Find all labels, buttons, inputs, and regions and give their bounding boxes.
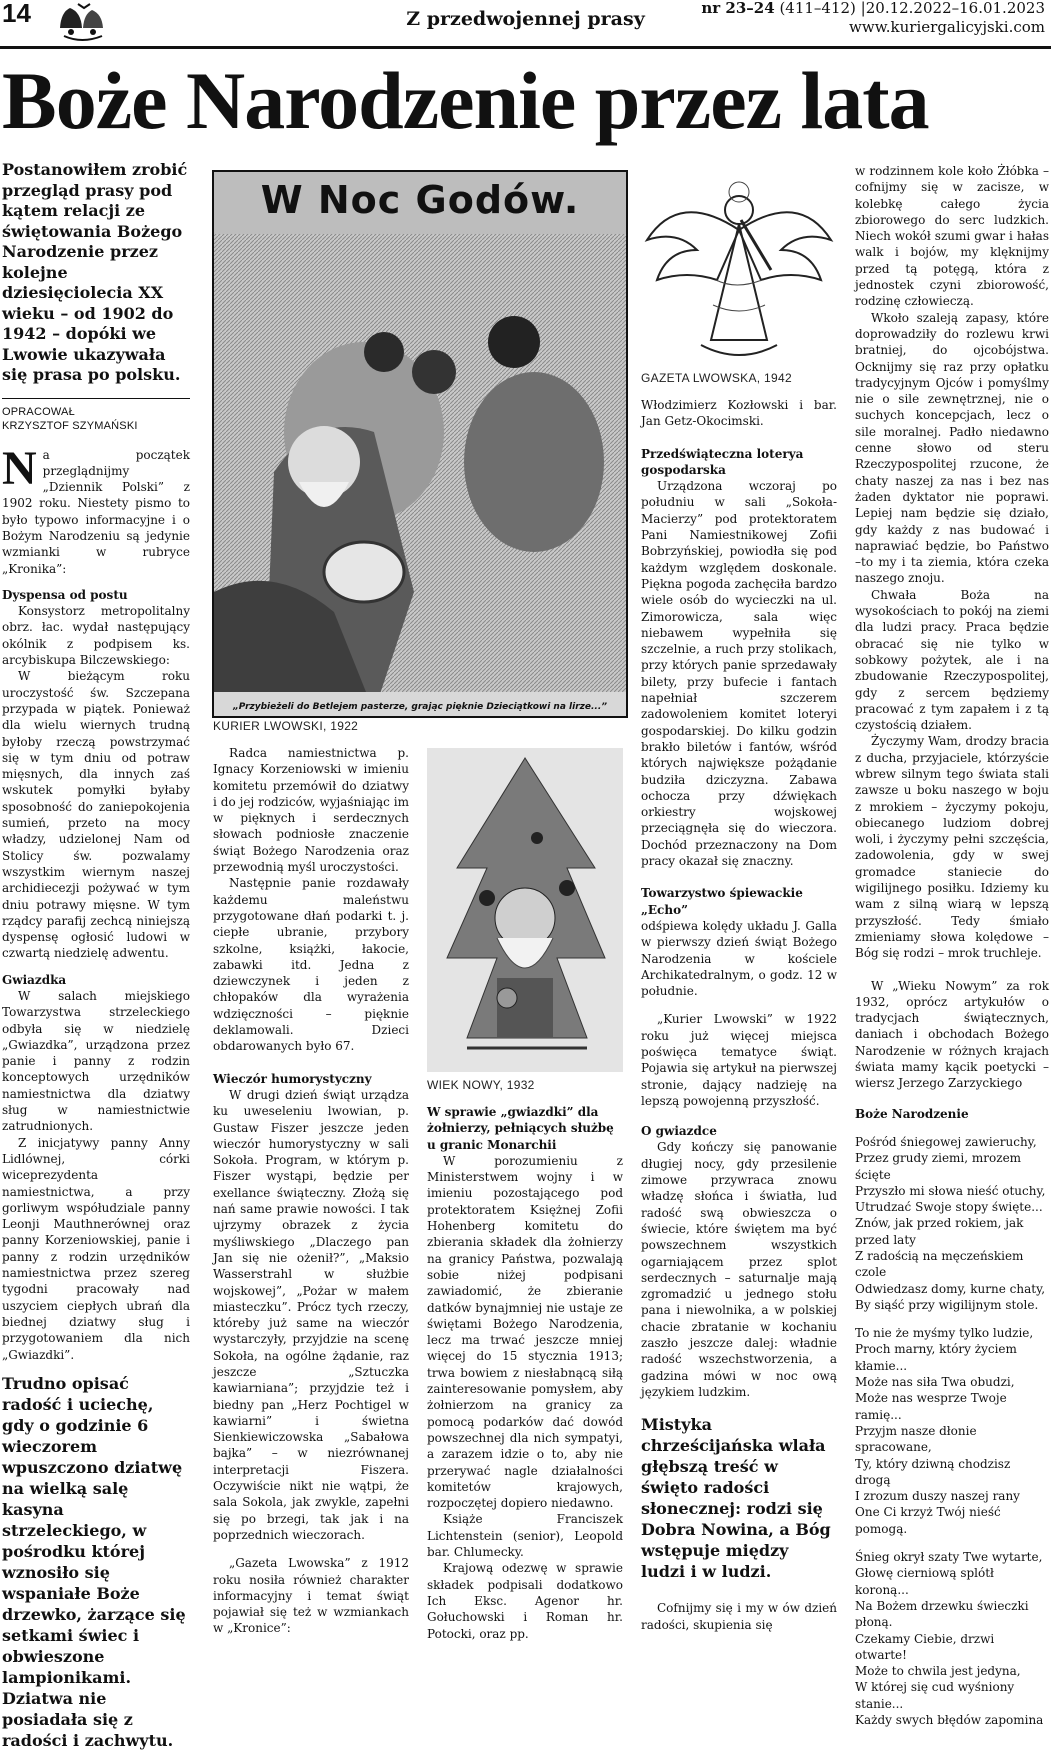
issue-dates: (411–412) |20.12.2022–16.01.2023 [774, 0, 1045, 17]
column-4 [641, 397, 837, 1637]
poem-title: Boże Narodzenie [855, 1106, 969, 1121]
poem-line: Z radością na męczeńskiem czole [855, 1249, 1024, 1280]
pull-quote: Trudno opisać radość i uciechę, gdy o godzinie 6 wieczorem wpuszczono dziatwę na wielką salę kasyna strzeleckiego, w pośrodku której wznosiło się wspaniałe Boże drzewko, żarzące się setkami świec i obwieszone lampionikami. Dziatwa nie posiadała się z radości i zachwytu. [2, 1373, 186, 1750]
illustration-angel [641, 170, 837, 365]
poem-line: Może to chwila jest jedyna, [855, 1664, 1021, 1679]
issue-number: nr 23–24 [701, 0, 775, 17]
paragraph: Następnie panie rozdawały każdemu maleństwu przygotowane dłań podarki t. j. ciepłe ubranie, przybory szkolne, książki, łakocie, zabawki itd. Jedna z dziewczynek i jeden z chłopaków dla wyrażenia wdzięczności – pięknie deklamowali. Dzieci obdarowanych było 67. [213, 876, 409, 1054]
paragraph: Gdy kończy się panowanie długiej nocy, gdy przesilenie zimowe przywraca znowu władzę słońca i światła, lud radość swą obwieszcza o świecie, które świętem ma być powszechnem wszystkich ogarniającem przez splot serdecznych – saturnalje mają zgromadzić u jednego stołu pana i niewolnika, a w polskiej chacie zbratanie w kochaniu zaszło jeszcze dalej: władnie radość wszechstworzenia, a gadzina mówi w noc ową językiem ludzkim. [641, 1140, 837, 1399]
paragraph: odśpiewa kolędy układu J. Galla w pierwszy dzień świąt Bożego Narodzenia w kościele Archikatedralnym, o godz. 12 w południe. [641, 918, 837, 999]
column-5 [855, 163, 1049, 1728]
subheading: O gwiazdce [641, 1124, 717, 1139]
paragraph: w rodzinnem kole koło Żłóbka – cofnijmy się w zacisze, w kolebkę całego życia zbiorowego do serc ludzkich. Niech wokół szumi gwar i hałas walk i bojów, my klęknijmy przed tą potęgą, która z jednostek czyni zbiorowość, rodzinę człowieczą. [855, 164, 1049, 309]
paragraph: Książe Franciszek Lichtenstein (senior), Leopold bar. Chlumecky. [427, 1512, 623, 1560]
poem-line: Znów, jak przed rokiem, jak [855, 1216, 1024, 1231]
illustration-headline: W Noc Godów. [260, 178, 580, 222]
poem-line: Może nas wesprze Twoje ramię... [855, 1391, 1007, 1422]
page-header [0, 0, 1051, 49]
poem-line: Przez grudy ziemi, mrozem ścięte [855, 1151, 1022, 1182]
poem-line: Czekamy Ciebie, drzwi otwarte! [855, 1631, 995, 1662]
subheading: Wieczór humorystyczny [213, 1071, 372, 1086]
paragraph: Urządzona wczoraj po południu w sali „Sokoła-Macierzy” pod protektoratem Pani Namiestnikowej Zofii Bobrzyńskiej, powiodła się pod każdym względem doskonale. Piękna pogoda zachęciła bardzo wiele osób do wycieczki na ul. Zimorowicza, sala więc niebawem wypełniła się szczelnie, a ruch przy stolikach, przy których panie sprzedawały bilety, przy bufecie i fantach napełniał szczerem zadowoleniem komitet loteryi gospodarskiej. Do kilku godzin brakło biletów i fantów, wśród których największe pożądanie budziła dziczyzna. Zabawa ochocza przy dźwiękach orkiestry wojskowej przeciągnęła się do wieczora. Dochód przeznaczony na Dom pracy okazał się znaczny. [641, 479, 837, 869]
shepherds-illustration [214, 172, 626, 716]
paragraph: W bieżącym roku uroczystość św. Szczepana przypada w piątek. Ponieważ dla wielu wiernych trudną byłoby rzeczą powstrzymać się w tym dniu od potraw mięsnych, dla innych zaś wskutek pomyłki byłaby sposobność do zaniepokojenia sumień, przeto na mocy władzy, udzielonej Nam od Stolicy św. pozwalamy wszystkim wiernym naszej archidiecezji pożywać w tym dniu potrawy mięsne. W tym rządcy parafij zechcą niniejszą dyspensę ogłosić ludowi w czwartą niedzielę adwentu. [2, 669, 190, 961]
section-title: Z przedwojennej prasy [406, 8, 645, 30]
article-lede: Postanowiłem zrobić przegląd prasy pod kątem relacji ze świętowania Bożego Narodzenie przez kolejne dziesięciolecia XX wieku – od 1902 do 1942 – dopóki we Lwowie ukazywała się prasa po polsku. [2, 160, 188, 384]
poem-line: Pośród śniegowej zawieruchy, [855, 1134, 1037, 1149]
poem-line: One Ci krzyż Twój nieść pomogą. [855, 1505, 1001, 1536]
paragraph: Cofnijmy się i my w ów dzień radości, skupienia się [641, 1601, 837, 1632]
subheading: Gwiazdka [2, 972, 67, 987]
poem-stanza [855, 1325, 1049, 1537]
illustration-w-noc-godow [212, 170, 628, 718]
column-2 [213, 745, 409, 1637]
website-link[interactable]: www.kuriergalicyjski.com [849, 18, 1045, 36]
paragraph: Z inicjatywy panny Anny Lidlównej, córki wiceprezydenta namiestnictwa, a przy gorliwym współudziale panny Leonji Mauthnerównej oraz panny Korzeniowskiej, panie i panny z rodzin urzędników namiestnictwa przez szereg tygodni pracowały nad uszyciem ciepłych ubrań dla biednej dziatwy sług i przygotowaniem dla nich „Gwiazdki”. [2, 1135, 190, 1362]
paragraph: Konsystorz metropolitalny obrz. łac. wydał następujący okólnik z podpisem ks. arcybiskupa Bilczewskiego: [2, 604, 190, 668]
poem-line: Utrudzać Swoje stopy święte... [855, 1200, 1043, 1215]
paragraph: W drugi dzień świąt urządza ku uweseleniu lwowian, p. Gustaw Fiszer jeszcze jeden wieczór humorystyczny w sali Sokoła. Program, w którym p. Fiszer wystąpi, będzie per exellance świąteczny. Złożą się nań same prawie nowości. I tak ujrzymy obrazek z życia myśliwskiego „Dlaczego pan Jan się nie ożenił?”, „Maksio Wasserstrahl w służbie wojskowej”, „Pożar w małem miasteczku”. Prócz tych rzeczy, któreby już same na wieczór wystarczyły, przyjdzie na scenę Sokoła, na ogólne żądanie, raz jeszcze „Sztuczka kawiarniana”; przyjdzie też i biedny pan „Herz Pochtigel w kawiarni” i świetna Sienkiewiczowska „Sabałowa bajka” – w niezrównanej interpretacji Fiszera. Oczywiście nikt nie wątpi, że sala Sokola, jak zwykle, zapełni się po brzegi, tak jak i na poprzednich wieczorach. [213, 1087, 409, 1542]
subheading: Dyspensa od postu [2, 587, 128, 602]
image-credit: WIEK NOWY, 1932 [427, 1078, 535, 1092]
poem-line: Na Bożem drzewku świeczki [855, 1598, 1029, 1613]
paragraph: W salach miejskiego Towarzystwa strzeleckiego odbyła się w niedzielę „Gwiazdka”, urządzona przez panie i panny z rodzin konceptowych urzędników namiestnictwa dla dziatwy sług w namiestnictwie zatrudnionych. [2, 989, 190, 1134]
paragraph: Wkoło szaleją zapasy, które doprowadziły do rozlewu krwi bratniej, do ojcobójstwa. Ocknijmy się raz przy opłatku tradycyjnym Ojców i pomyślmy nie o sile zewnętrznej, nie o suchych koncepcjach, lecz o sile moralnej. Padło niedawno cenne słowo od steru Rzeczypospolitej rzucone, że chaty naszej za nas i bez nas żaden dyktator nie poprawi. Lepiej nam będzie się działo, gdy każdy z nas budować i naprawiać będzie, bo Państwo –to my i ta ziemia, która czeka naszego znoju. [855, 310, 1049, 586]
page-number: 14 [2, 0, 31, 28]
paragraph: W „Wieku Nowym” za rok 1932, oprócz artykułów o tradycjach świątecznych, daniach i obchodach Bożego Narodzenie w różnych krajach świata mamy kącik poetycki – wiersz Jerzego Zarzyckiego [855, 978, 1049, 1091]
poem-line: Każdy swych błędów zapomina [855, 1713, 1044, 1728]
article-title: Boże Narodzenie przez lata [2, 55, 929, 146]
subheading: Przedświąteczna loterya gospodarska [641, 446, 804, 477]
santa-tree-illustration [427, 748, 623, 1072]
poem-line: Przyjm nasze dłonie spracowane, [855, 1423, 977, 1455]
paragraph: Chwała Boża na wysokościach to pokój na ziemi dla ludzi pracy. Praca będzie obracać się nie tylko w sobkowy pożytek, ale i na zbudowanie Rzeczypospolitej, gdy z sercem będziemy pracować z tym zapałem i z tą czystością działem. [855, 587, 1049, 733]
column-1 [2, 160, 190, 1750]
poem-line: To nie że myśmy tylko ludzie, [855, 1326, 1034, 1341]
paragraph: Krajową odezwę w sprawie składek podpisali dodatkowo Ich Eksc. Agenor hr. Gołuchowski i Roman hr. Potocki, oraz pp. [427, 1561, 623, 1641]
poem-line: Śnieg okrył szaty Twe wytarte, [855, 1550, 1043, 1565]
poem-line: Odwiedzasz domy, kurne chaty, [855, 1281, 1046, 1296]
poem-line: Ty, który dziwną chodzisz drogą [855, 1456, 1011, 1487]
paragraph: a początek przeglądnijmy „Dziennik Polski” z 1902 roku. Niestety pismo to było typowo informacyjne i o Bożym Narodzeniu są jedynie wzmianki w rubryce „Kronika”: [2, 447, 190, 576]
paragraph: Radca namiestnictwa p. Ignacy Korzeniowski w imieniu komitetu przemówił do dziatwy i do jej rodziców, wyjaśniając im w pięknych i serdecznych słowach podniosłe znaczenie świąt Bożego Narodzenia oraz przewodnią myśl uroczystości. [213, 746, 409, 875]
poem-line: stanie... [855, 1696, 904, 1711]
poem-stanza [855, 1134, 1049, 1313]
byline [2, 398, 190, 433]
poem-line: Głowę cierniową splótł koroną... [855, 1566, 994, 1597]
poem-line: W której się cud wyśniony [855, 1680, 1015, 1695]
drop-cap: N [2, 441, 37, 495]
poem-line: Przyszło mi słowa nieść otuchy, [855, 1183, 1046, 1198]
image-credit: KURIER LWOWSKI, 1922 [213, 719, 359, 733]
illustration-wiek-nowy [427, 748, 623, 1072]
poem-stanza [855, 1549, 1049, 1728]
pull-quote: Mistyka chrześcijańska wlała głębszą treść w święto radości słonecznej: rodzi się Dobra Nowina, a Bóg wstępuje między ludzi i w ludzi. [641, 1415, 831, 1582]
poem-line: płoną. [855, 1615, 893, 1630]
poem-line: I zrozum duszy naszej rany [855, 1489, 1020, 1504]
poem-line: przed laty [855, 1232, 916, 1247]
poem-line: By siąść przy wigilijnym stole. [855, 1297, 1039, 1312]
poem-line: kłamie... [855, 1358, 908, 1373]
image-credit: GAZETA LWOWSKA, 1942 [641, 371, 792, 385]
byline-label: OPRACOWAŁ [2, 405, 75, 418]
poem [855, 1134, 1049, 1728]
paragraph: Włodzimierz Kozłowski i bar. Jan Getz-Okocimski. [641, 398, 837, 429]
byline-author: KRZYSZTOF SZYMAŃSKI [2, 419, 138, 432]
angel-trumpet-illustration [641, 170, 837, 365]
issue-info [701, 0, 1045, 37]
illustration-caption: „Przybieżeli do Betlejem pasterze, grając pięknie Dzieciątkowi na lirze...” [232, 702, 608, 712]
subheading: W sprawie „gwiazdki” dla żołnierzy, pełniących służbę u granic Monarchii [427, 1105, 614, 1152]
poem-line: Może nas siła Twa obudzi, [855, 1375, 1015, 1390]
poem-line: Proch marny, który życiem [855, 1342, 1017, 1357]
paragraph: W porozumieniu z Ministerstwem wojny i w imieniu pozostającego pod protektoratem Księżnej Zofii Hohenberg komitetu do zbierania składek dla żołnierzy na granicy Państwa, pozwalają sobie niżej podpisani zawiadomić, że zbieranie datków bynajmniej nie ustaje ze świętami Bożego Narodzenia, lecz ma trwać jeszcze mniej więcej do 15 stycznia 1913; trwa bowiem z niesłabnącą siłą zainteresowanie pomysłem, aby żołnierzom na granicy za pomocą podarków dać dowód powszechnej dla nich sympatyi, a zarazem idzie o to, aby nie przerywać nagle działalności komitetów krajowych, rozpoczętej dopiero niedawno. [427, 1153, 623, 1511]
paragraph: „Kurier Lwowski” w 1922 roku już więcej miejsca poświęca tematyce świąt. Pojawia się artykuł na pierwszej stronie, dający nadzieję na lepszą powojenną przyszłość. [641, 1012, 837, 1108]
subheading: Towarzystwo śpiewackie „Echo” [641, 886, 803, 917]
paragraph: „Gazeta Lwowska” z 1912 roku nosiła również charakter informacyjny i temat świąt pojawiał się też w wzmiankach w „Kronice”: [213, 1556, 409, 1636]
paragraph: Życzymy Wam, drodzy bracia z ducha, przyjaciele, którzyście wbrew silnym tego świata stali zawsze u boku naszego w boju z mrokiem – życzymy pokoju, obiecanego ludziom dobrej woli, i życzymy pełni szczęścia, zadowolenia, gdy w swej gromadce staniecie do wigilijnego posiłku. Idziemy ku wam z silną wiarą w lepszą przyszłość. Tedy śmiało zmieniamy słowa kolędowe – Bóg się rodzi – mrok truchleje. [855, 734, 1049, 961]
column-3 [427, 1104, 623, 1641]
